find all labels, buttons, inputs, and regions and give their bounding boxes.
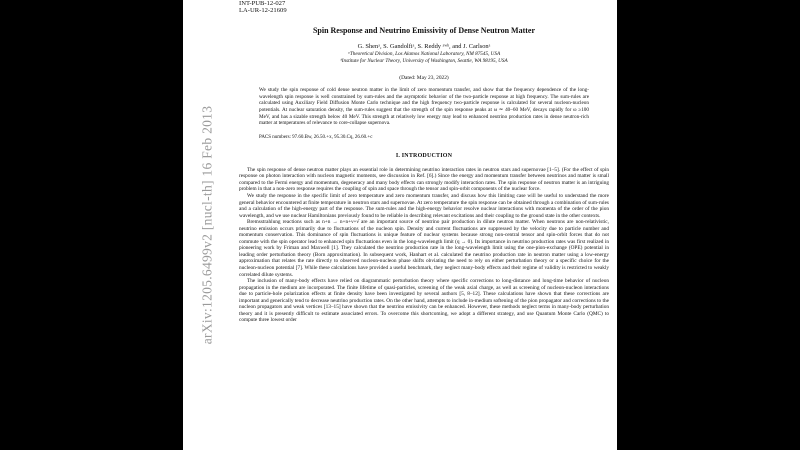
affiliation: ᵃTheoretical Division, Los Alamos National Laboratory, NM 87545, USA xyxy=(347,50,501,57)
paper-content xyxy=(239,0,609,324)
paragraph: The inclusion of many-body effects have relied on diagrammatic perturbation theory where specific corrections to long-distance and long-time behavior of nucleon propagation in the medium are incorporated. The finite lifetime of quasi-particles, screening of the weak axial charge, as well as screening of nucleon-nucleon interactions due to particle-hole polarization effects at finite density have been investigated by several authors [5, 8–12]. These calculations have shown that these corrections are important and generically tend to decrease neutrino production rates. On the other hand, attempts to include in-medium softening of the pion propagator and corrections to the nucleon propagators and weak vertices [13–15] have shown that the neutrino emissivity can be enhanced. However, these methods neglect terms in many-body perturbation theory and it is presently difficult to estimate associated errors. To overcome this shortcoming, we adopt a different strategy, and use Quantum Monte Carlo (QMC) to compute three lowest order xyxy=(239,278,609,324)
pacs-numbers: PACS numbers: 97.60.Bw, 26.50.+x, 95.30.Cq, 26.60.+c xyxy=(259,134,373,140)
arxiv-sidebar xyxy=(183,0,231,450)
report-number: INT-PUB-12-027 xyxy=(239,0,286,7)
paper-title: Spin Response and Neutrino Emissivity of Dense Neutron Matter xyxy=(312,25,536,35)
body-text xyxy=(239,167,609,324)
date-line: (Dated: May 23, 2022) xyxy=(399,75,449,82)
paper-page xyxy=(183,0,617,450)
paragraph: We study the response in the specific limit of zero temperature and zero momentum transfer, and discuss how this limiting case will be useful to understand the more general behavior encountered at finite temperature in neutron stars and supernovae. At zero temperature the spin response can be obtained through a combination of sum-rules and a calculation of the high-energy part of the response. The sum-rules and the high-energy behavior resolve nuclear interactions with momenta of the order of the pion wavelength, and we use nuclear Hamiltonians previously found to be reliable in describing relevant excitations and their coupling to the ground state in the other contexts. xyxy=(239,192,609,219)
report-number: LA-UR-12-21609 xyxy=(239,7,287,15)
author-list: G. Shenᵃ, S. Gandolfiᵃ, S. Reddy ᵃʷᵇ, and J. Carlsonᵃ xyxy=(357,42,491,50)
arxiv-identifier: arXiv:1205.6499v2 [nucl-th] 16 Feb 2013 xyxy=(199,105,215,345)
paragraph: Bremsstrahlung reactions such as n+n → n+n+ν+ν̄ are an important source of neutrino pair production in dilute neutron matter. When neutrons are non-relativistic, neutrino emission occurs primarily due to fluctuations of the nucleon spin. Density and current fluctuations are suppressed by the velocity due to particle number and momentum conservation. This dominance of spin fluctuations is unique feature of nuclear systems because strong non-central tensor and spin-orbit forces that do not commute with the spin operator lead to enhanced spin fluctuations even in the long-wavelength limit (q → 0). Its importance in neutrino production rates was first realized in pioneering work by Friman and Maxwell [1]. They calculated the neutrino production rate in the long-wavelength limit using the one-pion-exchange (OPE) potential in leading order perturbation theory (Born approximation). In subsequent work, Hanhart et al. calculated the neutrino production rate in neutron matter using a low-energy approximation that relates the rate directly to observed nucleon-nucleon phase shifts obviating the need to rely on either perturbation theory or a specific choice for the nucleon-nucleon potential [7]. While these calculations have provided a useful benchmark, they neglect many-body effects and their regime of validity is restricted to weakly correlated dilute systems. xyxy=(239,219,609,278)
abstract: We study the spin response of cold dense neutron matter in the limit of zero momentum transfer, and show that the frequency dependence of the long-wavelength spin response is well constrained by sum-rules and the asymptotic behavior of the two-particle response at high frequency. The sum-rules are calculated using Auxiliary Field Diffusion Monte Carlo technique and the high frequency two-particle response is calculated for several nucleon-nucleon potentials. At nuclear saturation density, the sum-rules suggest that the strength of the spin response peaks at ω ≃ 40–60 MeV, decays rapidly for ω ≥100 MeV, and has a sizable strength below 40 MeV. This strength at relatively low energy may lead to enhanced neutrino production rates in dense neutron-rich matter at temperatures of relevance to core-collapse supernova. xyxy=(259,87,589,127)
affiliation: ᵇInstitute for Nuclear Theory, University of Washington, Seattle, WA 98195, USA xyxy=(340,58,508,65)
paragraph: The spin response of dense neutron matter plays an essential role in determining neutrino interaction rates in neutron stars and supernovae [1–5]. (For the effect of spin response on photon interaction with nucleon magnetic moments, see discussion in Ref. [6].) Since the energy and momentum transfer between neutrinos and matter is small compared to the Fermi energy and momentum, degeneracy and many body effects can strongly modify interaction rates. The spin response of neutron matter is an intriguing problem in that a non-zero response requires the coupling of spin and space through the tensor and spin-orbit components of the nuclear force. xyxy=(239,166,609,193)
section-heading: I. INTRODUCTION xyxy=(395,152,453,159)
